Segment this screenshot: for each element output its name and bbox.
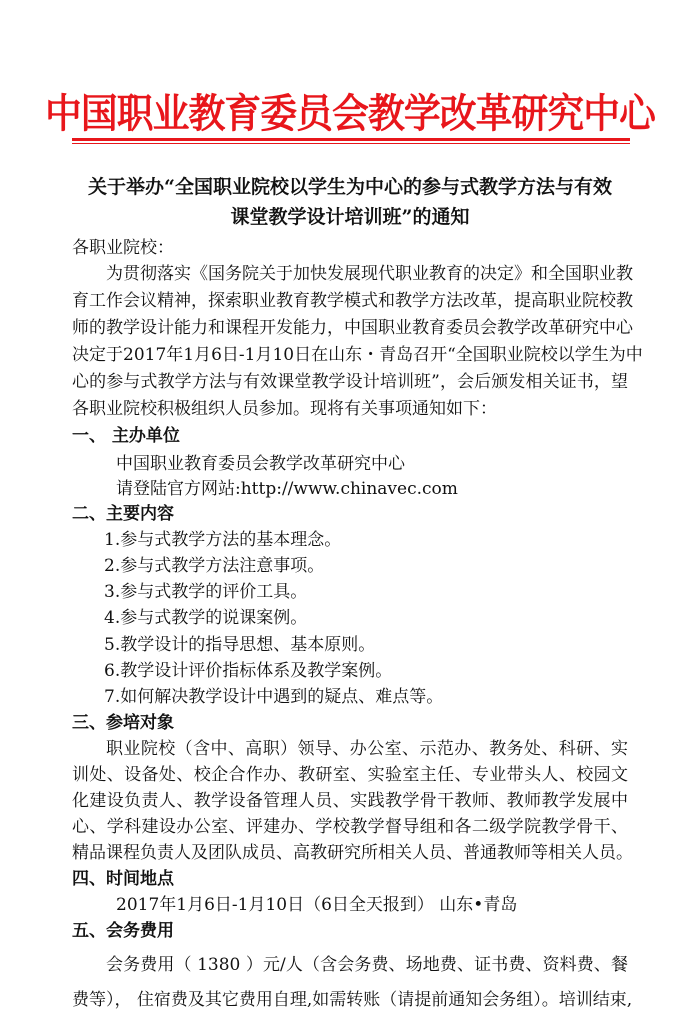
section-heading-time-place: 四、时间地点 xyxy=(72,869,174,889)
organizer-name: 中国职业教育委员会教学改革研究中心 xyxy=(116,454,405,474)
section-heading-fees: 五、会务费用 xyxy=(72,921,174,941)
header-rule-thin xyxy=(72,143,630,144)
content-item: 1.参与式教学方法的基本理念。 xyxy=(104,530,342,550)
audience-line: 职业院校（含中、高职）领导、办公室、示范办、教务处、科研、实 xyxy=(106,739,628,759)
audience-line: 精品课程负责人及团队成员、高教研究所相关人员、普通教师等相关人员。 xyxy=(72,843,633,863)
fees-line: 会务费用（ 1380 ）元/人（含会务费、场地费、证书费、资料费、餐 xyxy=(106,955,628,975)
audience-line: 化建设负责人、教学设备管理人员、实践教学骨干教师、教师教学发展中 xyxy=(72,791,628,811)
header-rule-thick xyxy=(72,138,630,141)
intro-line: 决定于2017年1月6日-1月10日在山东・青岛召开“全国职业院校以学生为中 xyxy=(72,345,643,365)
section-heading-organizer: 一、 主办单位 xyxy=(72,426,180,446)
content-item: 5.教学设计的指导思想、基本原则。 xyxy=(104,635,376,655)
content-item: 2.参与式教学方法注意事项。 xyxy=(104,556,325,576)
audience-line: 训处、设备处、校企合作办、教研室、实验室主任、专业带头人、校园文 xyxy=(72,765,628,785)
content-item: 3.参与式教学的评价工具。 xyxy=(104,582,308,602)
section-heading-audience: 三、参培对象 xyxy=(72,713,174,733)
section-heading-content: 二、主要内容 xyxy=(72,504,174,524)
content-item: 6.教学设计评价指标体系及教学案例。 xyxy=(104,661,393,681)
fees-line: 费等）， 住宿费及其它费用自理,如需转账（请提前通知会务组）。培训结束, xyxy=(72,990,633,1010)
intro-line: 为贯彻落实《国务院关于加快发展现代职业教育的决定》和全国职业教 xyxy=(106,264,633,284)
content-item: 7.如何解决教学设计中遇到的疑点、难点等。 xyxy=(104,687,444,707)
organizer-website: 请登陆官方网站:http://www.chinavec.com xyxy=(116,479,458,499)
intro-line: 心的参与式教学方法与有效课堂教学设计培训班”，会后颁发相关证书，望 xyxy=(72,372,628,392)
time-place-text: 2017年1月6日-1月10日（6日全天报到） 山东•青岛 xyxy=(116,895,518,915)
doc-title-line-2: 课堂教学设计培训班”的通知 xyxy=(230,206,470,228)
audience-line: 心、学科建设办公室、评建办、学校教学督导组和各二级学院教学骨干、 xyxy=(72,817,628,837)
doc-title-line-1: 关于举办“全国职业院校以学生为中心的参与式教学方法与有效 xyxy=(88,176,612,198)
intro-line: 育工作会议精神，探索职业教育教学模式和教学方法改革，提高职业院校教 xyxy=(72,291,633,311)
intro-line: 师的教学设计能力和课程开发能力，中国职业教育委员会教学改革研究中心 xyxy=(72,318,633,338)
salutation: 各职业院校： xyxy=(72,238,174,258)
content-item: 4.参与式教学的说课案例。 xyxy=(104,608,308,628)
intro-line: 各职业院校积极组织人员参加。现将有关事项通知如下： xyxy=(72,399,497,419)
org-header: 中国职业教育委员会教学改革研究中心 xyxy=(45,91,655,137)
